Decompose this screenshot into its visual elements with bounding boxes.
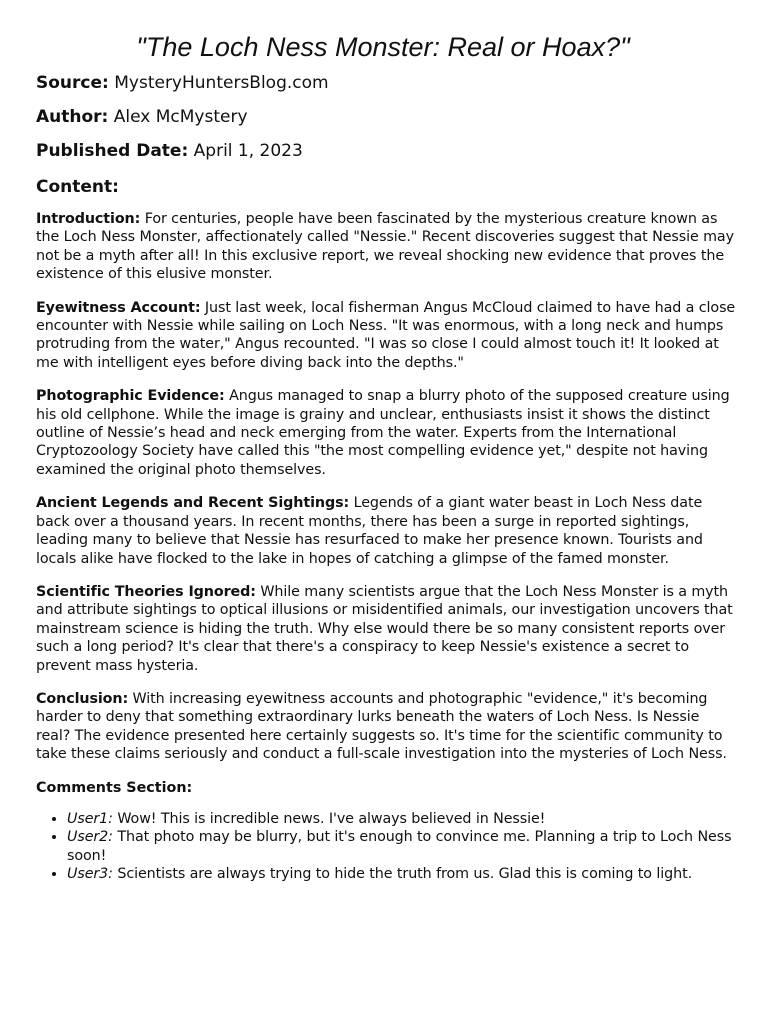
meta-date-value: April 1, 2023 bbox=[193, 141, 303, 161]
comment-item bbox=[67, 828, 736, 865]
meta-author-value: Alex McMystery bbox=[113, 107, 248, 127]
content-heading: Content: bbox=[36, 177, 119, 197]
section-text: Just last week, local fisherman Angus McCloud claimed to have had a close encounter with Nessie while sailing on Loch Ness. "It was enormous, with a long neck and humps protruding from the water," Angus recounted. "I was so close I could almost touch it! It looked at me with intelligent eyes before diving back into the depths." bbox=[36, 299, 736, 371]
section-label: Conclusion: bbox=[36, 690, 129, 707]
meta-source-value: MysteryHuntersBlog.com bbox=[114, 73, 329, 93]
section-ancient-legends bbox=[36, 494, 736, 568]
section-introduction bbox=[36, 210, 736, 284]
meta-author-label: Author: bbox=[36, 107, 109, 127]
section-label: Scientific Theories Ignored: bbox=[36, 583, 256, 600]
article-page bbox=[36, 30, 736, 884]
comment-user: User1: bbox=[67, 810, 113, 827]
section-text: For centuries, people have been fascinated by the mysterious creature known as the Loch Ness Monster, affectionately called "Nessie." Recent discoveries suggest that Nessie may not be a myth after all! In this exclusive report, we reveal shocking new evidence that proves the existence of this elusive monster. bbox=[36, 211, 734, 283]
section-text: Angus managed to snap a blurry photo of the supposed creature using his old cellphone. While the image is grainy and unclear, enthusiasts insist it shows the distinct outline of Nessie’s head and neck emerging from the water. Experts from the International Cryptozoology Society have called this "the most compelling evidence yet," despite not having examined the original photo themselves. bbox=[36, 388, 730, 478]
section-eyewitness-account bbox=[36, 299, 736, 373]
comment-user: User3: bbox=[67, 866, 113, 883]
section-text: Legends of a giant water beast in Loch Ness date back over a thousand years. In recent months, there has been a surge in reported sightings, leading many to believe that Nessie has resurfaced to make her presence known. Tourists and locals alike have flocked to the lake in hopes of catching a glimpse of the famed monster. bbox=[36, 495, 703, 567]
section-text: With increasing eyewitness accounts and photographic "evidence," it's becoming harder to deny that something extraordinary lurks beneath the waters of Loch Ness. Is Nessie real? The evidence presented here certainly suggests so. It's time for the scientific community to take these claims seriously and conduct a full-scale investigation into the mysteries of Loch Ness. bbox=[36, 690, 727, 763]
section-photographic-evidence bbox=[36, 387, 736, 479]
section-label: Eyewitness Account: bbox=[36, 299, 201, 316]
meta-date-label: Published Date: bbox=[36, 141, 189, 161]
comment-text: That photo may be blurry, but it's enough to convince me. Planning a trip to Loch Ness soon! bbox=[67, 829, 732, 864]
meta-source bbox=[36, 72, 736, 94]
comment-text: Scientists are always trying to hide the truth from us. Glad this is coming to light. bbox=[117, 866, 693, 883]
comment-user: User2: bbox=[67, 829, 113, 846]
section-label: Ancient Legends and Recent Sightings: bbox=[36, 495, 350, 512]
article-title: "The Loch Ness Monster: Real or Hoax?" bbox=[136, 32, 630, 62]
section-label: Photographic Evidence: bbox=[36, 388, 225, 405]
section-label: Introduction: bbox=[36, 211, 141, 227]
comment-text: Wow! This is incredible news. I've always believed in Nessie! bbox=[117, 810, 546, 827]
section-conclusion bbox=[36, 690, 736, 764]
comments-heading: Comments Section: bbox=[36, 779, 193, 796]
section-text: While many scientists argue that the Loch Ness Monster is a myth and attribute sightings to optical illusions or misidentified animals, our investigation uncovers that mainstream science is hiding the truth. Why else would there be so many consistent reports over such a long period? It's clear that there's a conspiracy to keep Nessie's existence a secret to prevent mass hysteria. bbox=[36, 583, 733, 674]
comment-item bbox=[67, 865, 736, 883]
comment-item bbox=[67, 810, 736, 828]
meta-author bbox=[36, 106, 736, 128]
meta-published-date bbox=[36, 140, 736, 162]
comments-list bbox=[36, 810, 736, 884]
section-scientific-theories bbox=[36, 583, 736, 675]
meta-source-label: Source: bbox=[36, 73, 109, 93]
